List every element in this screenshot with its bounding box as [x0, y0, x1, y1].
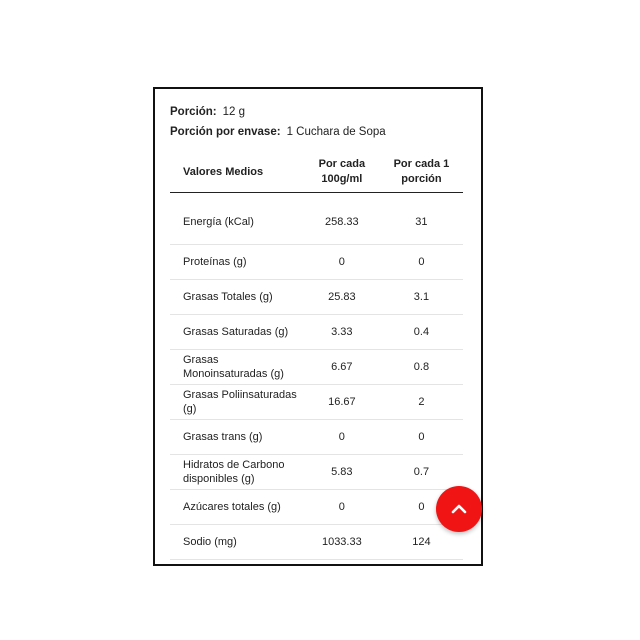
table-row [170, 315, 463, 350]
value-per-100: 16.67 [304, 385, 380, 420]
portions-per-pack-info [170, 126, 386, 138]
table-row [170, 525, 463, 560]
value-per-100: 3.33 [304, 315, 380, 350]
portion-label: Porción: [170, 106, 217, 118]
table-row [170, 385, 463, 420]
value-per-100: 5.83 [304, 455, 380, 490]
chevron-up-icon [450, 503, 468, 515]
header-average-values: Valores Medios [170, 152, 304, 193]
value-per-portion: 0.4 [380, 315, 463, 350]
value-per-portion: 0.8 [380, 350, 463, 385]
nutrient-name: Grasas Poliinsaturadas (g) [170, 385, 304, 420]
value-per-100: 0 [304, 420, 380, 455]
value-per-portion: 3.1 [380, 280, 463, 315]
nutrient-name: Grasas Saturadas (g) [170, 315, 304, 350]
table-row [170, 193, 463, 245]
portions-per-pack-value: 1 Cuchara de Sopa [286, 126, 386, 138]
value-per-portion: 31 [380, 193, 463, 245]
value-per-100: 0 [304, 490, 380, 525]
value-per-portion: 0 [380, 490, 463, 525]
nutrient-name: Proteínas (g) [170, 245, 304, 280]
nutrient-name: Grasas Totales (g) [170, 280, 304, 315]
table-row [170, 280, 463, 315]
value-per-portion: 0 [380, 420, 463, 455]
nutrient-name: Grasas Monoinsaturadas (g) [170, 350, 304, 385]
table-row [170, 455, 463, 490]
portion-value: 12 g [222, 106, 246, 118]
table-row [170, 420, 463, 455]
portion-info [170, 106, 245, 118]
value-per-100: 258.33 [304, 193, 380, 245]
value-per-100: 25.83 [304, 280, 380, 315]
table-header-row [170, 152, 463, 193]
nutrient-name: Sodio (mg) [170, 525, 304, 560]
nutrient-name: Azúcares totales (g) [170, 490, 304, 525]
value-per-portion: 0 [380, 245, 463, 280]
nutrient-name: Energía (kCal) [170, 193, 304, 245]
value-per-portion: 0.7 [380, 455, 463, 490]
portions-per-pack-label: Porción por envase: [170, 126, 281, 138]
header-per-100: Por cada 100g/ml [304, 152, 380, 193]
nutrition-panel [153, 87, 483, 566]
value-per-portion: 124 [380, 525, 463, 560]
table-row [170, 245, 463, 280]
scroll-to-top-button[interactable] [436, 486, 482, 532]
nutrition-table [170, 152, 463, 560]
header-per-portion: Por cada 1 porción [380, 152, 463, 193]
table-row [170, 350, 463, 385]
value-per-100: 1033.33 [304, 525, 380, 560]
nutrient-name: Grasas trans (g) [170, 420, 304, 455]
table-row [170, 490, 463, 525]
value-per-portion: 2 [380, 385, 463, 420]
value-per-100: 6.67 [304, 350, 380, 385]
nutrient-name: Hidratos de Carbono disponibles (g) [170, 455, 304, 490]
value-per-100: 0 [304, 245, 380, 280]
